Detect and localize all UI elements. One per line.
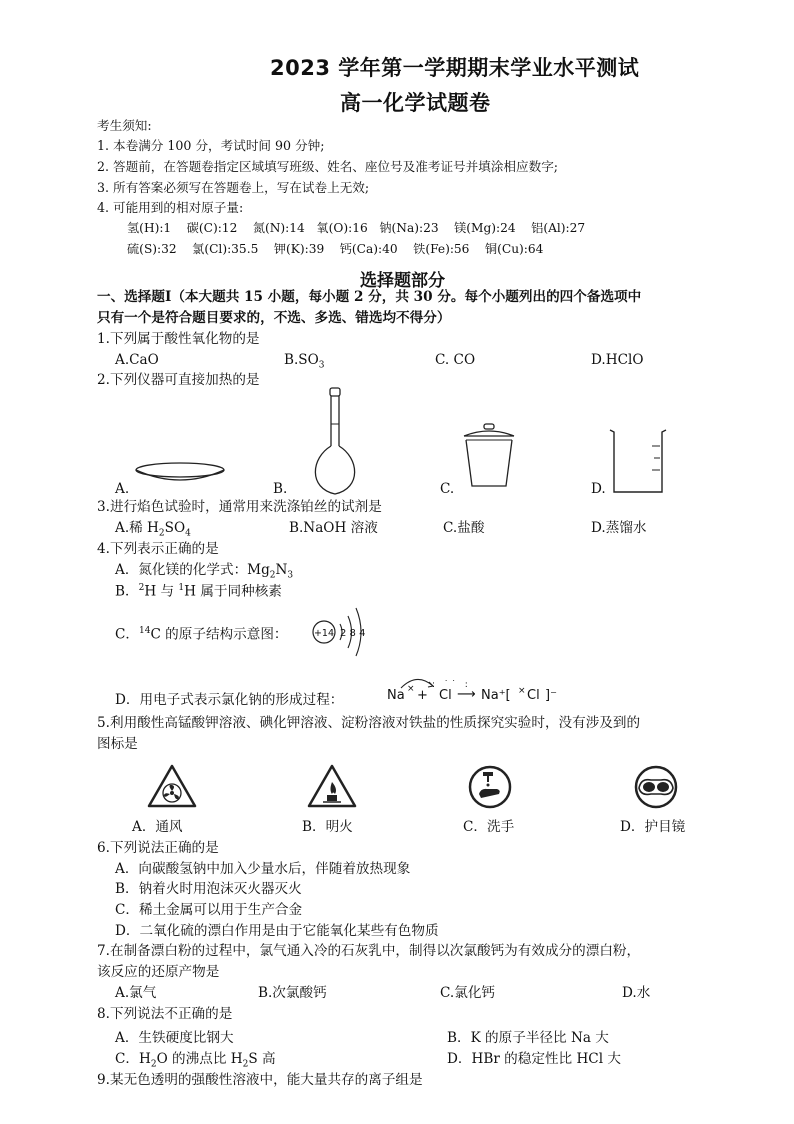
q1-option-b: $B.SO_3$ [284, 352, 325, 371]
q7-stem-line-2: 该反应的还原产物是 [97, 964, 220, 980]
hand-washing-icon [467, 764, 513, 810]
section-title: 选择题部分 [360, 271, 445, 291]
notice-item-1: 1. 本卷满分 100 分，考试时间 90 分钟; [97, 138, 325, 153]
q5-option-d: D．护目镜 [620, 819, 686, 835]
formula-cl-product-electron: × [518, 686, 526, 696]
q6-option-b: B．钠着火时用泡沫灭火器灭火 [115, 881, 302, 897]
q4-option-b: B．$^2$H 与 $^1$H 属于同种核素 [115, 583, 282, 600]
q7-option-d: D.水 [622, 985, 651, 1001]
formula-product: Na⁺[ [481, 688, 511, 703]
q1-option-c: C. CO [435, 352, 476, 368]
part1-intro-line-1: 一、选择题Ⅰ（本大题共 15 小题，每小题 2 分，共 30 分。每个小题列出的四个备选项中 [97, 289, 642, 305]
electron-formula [387, 678, 587, 708]
formula-cl-dots: : ˙˙ : [432, 680, 471, 690]
notice-item-4: 4. 可能用到的相对原子量: [97, 200, 244, 215]
formula-arrow: ⟶ [457, 687, 476, 702]
q2-option-d: D. [591, 481, 606, 497]
goggles-icon [631, 764, 681, 810]
q3-option-a: A.稀 $H_2SO_4$ [115, 520, 191, 539]
formula-cl-product: Cl [527, 688, 540, 703]
q8-stem: 8.下列说法不正确的是 [97, 1006, 233, 1022]
q1-option-a: A.CaO [115, 352, 159, 368]
formula-na-electron: × [407, 684, 415, 694]
q6-option-d: D．二氧化硫的漂白作用是由于它能氧化某些有色物质 [115, 923, 439, 939]
q4-stem: 4.下列表示正确的是 [97, 541, 219, 557]
q4-option-c: C．$^{14}$C 的原子结构示意图： [115, 626, 288, 643]
q2-option-b: B. [273, 481, 288, 497]
q2-option-c: C. [440, 481, 455, 497]
q9-stem: 9.某无色透明的强酸性溶液中，能大量共存的离子组是 [97, 1072, 423, 1088]
crucible-icon [460, 424, 520, 494]
open-flame-icon [307, 764, 357, 810]
q6-option-c: C．稀土金属可以用于生产合金 [115, 902, 303, 918]
nucleus-label: +14 [313, 628, 335, 639]
q7-option-c: C.氯化钙 [440, 985, 496, 1001]
exam-subtitle: 高一化学试题卷 [340, 91, 491, 115]
q8-option-a: A．生铁硬度比钢大 [115, 1030, 234, 1046]
q5-stem-line-2: 图标是 [97, 736, 138, 752]
q6-stem: 6.下列说法正确的是 [97, 840, 219, 856]
notice-item-3: 3. 所有答案必须写在答题卷上，写在试卷上无效; [97, 180, 370, 195]
q6-option-a: A．向碳酸氢钠中加入少量水后，伴随着放热现象 [115, 861, 411, 877]
evaporating-dish-icon [130, 460, 230, 490]
q7-stem-line-1: 7.在制备漂白粉的过程中，氯气通入冷的石灰乳中，制得以次氯酸钙为有效成分的漂白粉， [97, 943, 641, 959]
atomic-mass-row-1: 氢(H):1 碳(C):12 氮(N):14 氧(O):16 钠(Na):23 镁(Mg):24 铝(Al):27 [127, 221, 586, 235]
part1-intro-line-2: 只有一个是符合题目要求的，不选、多选、错选均不得分） [97, 310, 451, 326]
q5-option-b: B．明火 [302, 819, 353, 835]
formula-plus: + [417, 688, 428, 703]
q8-option-c: C．$H_2O$ 的沸点比 $H_2S$ 高 [115, 1051, 276, 1070]
q8-option-d: D．HBr 的稳定性比 HCl 大 [447, 1051, 621, 1067]
q7-option-b: B.次氯酸钙 [258, 985, 327, 1001]
q4-option-a: A．氮化镁的化学式：$Mg_2N_3$ [115, 562, 294, 581]
q4-option-d: D．用电子式表示氯化钠的形成过程： [115, 692, 344, 708]
q5-stem-line-1: 5.利用酸性高锰酸钾溶液、碘化钾溶液、淀粉溶液对铁盐的性质探究实验时，没有涉及到的 [97, 715, 641, 731]
formula-end: ]⁻ [545, 688, 557, 703]
formula-na: Na [387, 688, 405, 703]
atomic-mass-row-2: 硫(S):32 氯(Cl):35.5 钾(K):39 钙(Ca):40 铁(Fe):56 铜(Cu):64 [127, 242, 544, 256]
notice-item-2: 2. 答题前，在答题卷指定区域填写班级、姓名、座位号及准考证号并填涂相应数字; [97, 159, 559, 174]
q3-stem: 3.进行焰色试验时，通常用来洗涤铂丝的试剂是 [97, 499, 382, 515]
atomic-structure-diagram [310, 602, 380, 662]
electron-shells-label: 2 8 4 [340, 628, 366, 639]
beaker-icon [608, 428, 668, 498]
q3-option-c: C.盐酸 [443, 520, 485, 536]
q3-option-d: D.蒸馏水 [591, 520, 647, 536]
ventilation-icon [147, 764, 197, 810]
q7-option-a: A.氯气 [115, 985, 157, 1001]
q1-stem: 1.下列属于酸性氧化物的是 [97, 331, 260, 347]
q5-option-a: A．通风 [132, 819, 183, 835]
q8-option-b: B．K 的原子半径比 Na 大 [447, 1030, 609, 1046]
q3-option-b: B.NaOH 溶液 [289, 520, 378, 536]
q5-option-c: C．洗手 [463, 819, 515, 835]
notice-heading: 考生须知: [97, 118, 152, 133]
q1-option-d: D.HClO [591, 352, 644, 368]
formula-cl: Cl [439, 688, 452, 703]
q2-stem: 2.下列仪器可直接加热的是 [97, 372, 260, 388]
volumetric-flask-icon [306, 388, 366, 498]
exam-title: 2023 学年第一学期期末学业水平测试 [270, 56, 640, 80]
q2-option-a: A. [115, 481, 130, 497]
